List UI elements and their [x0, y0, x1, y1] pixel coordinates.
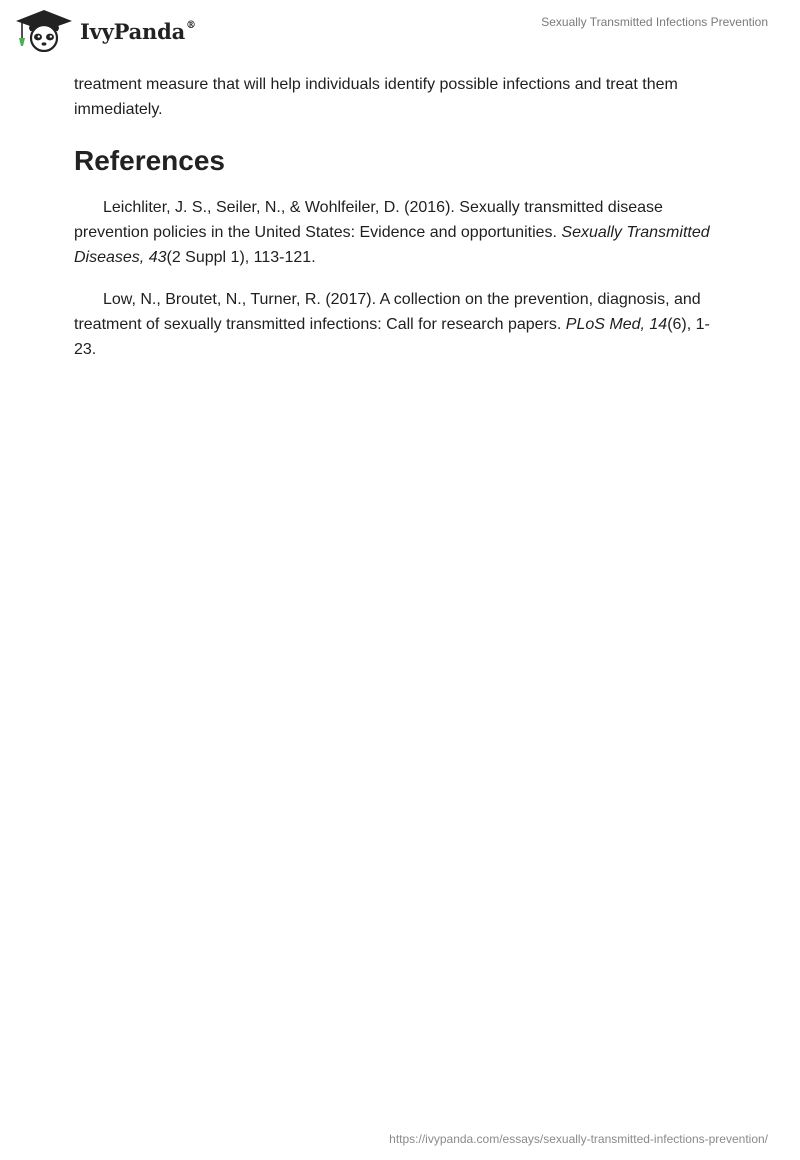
brand-name: IvyPanda®: [80, 18, 196, 44]
page-header: [0, 0, 800, 62]
running-title: Sexually Transmitted Infections Prevention: [541, 15, 768, 29]
document-content: [74, 72, 714, 362]
reference-item: Leichliter, J. S., Seiler, N., & Wohlfeiler, D. (2016). Sexually transmitted disease prevention policies in the United States: Evidence and opportunities. Sexually Transmitted Diseases, 43(2 Suppl 1), 113-121.: [74, 199, 710, 266]
reference-item: Low, N., Broutet, N., Turner, R. (2017). A collection on the prevention, diagnosis, and treatment of sexually transmitted infections: Call for research papers. PLoS Med, 14(6), 1-23.: [74, 291, 710, 358]
brand-logo[interactable]: [16, 8, 196, 52]
footer-url-link[interactable]: https://ivypanda.com/essays/sexually-transmitted-infections-prevention/: [389, 1132, 768, 1146]
references-heading: References: [74, 145, 225, 176]
body-paragraph: treatment measure that will help individuals identify possible infections and treat them immediately.: [74, 76, 678, 118]
panda-graduate-logo-icon: [16, 8, 76, 52]
